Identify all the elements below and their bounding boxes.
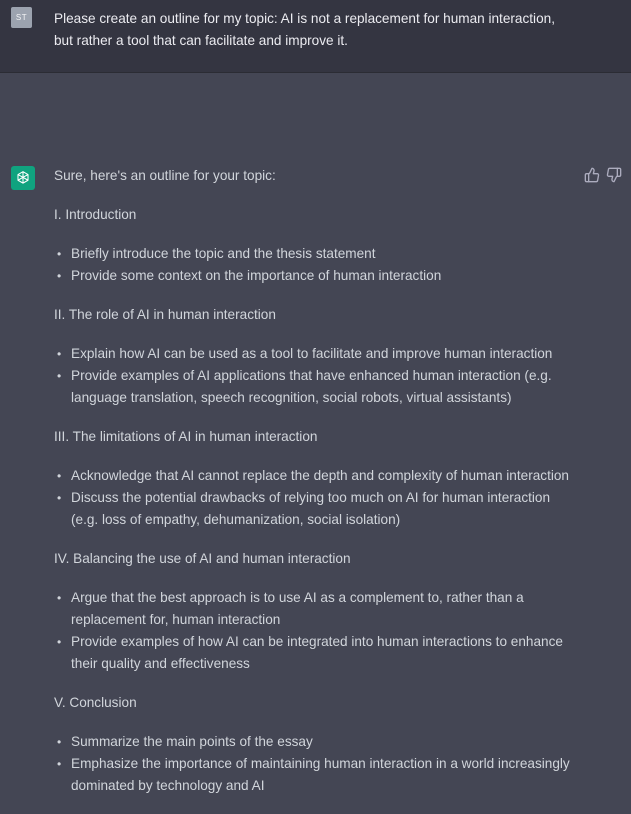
list-item: • Briefly introduce the topic and the thesis statement <box>54 243 579 265</box>
openai-logo-icon <box>11 166 35 190</box>
thumbs-up-icon[interactable] <box>584 167 600 183</box>
section-bullets <box>54 343 579 409</box>
thumbs-down-icon[interactable] <box>606 167 622 183</box>
list-item: • Summarize the main points of the essay <box>54 731 579 753</box>
list-item: • Provide examples of how AI can be integrated into human interactions to enhance their quality and effectiveness <box>54 631 579 675</box>
list-item: • Emphasize the importance of maintaining human interaction in a world increasingly dominated by technology and AI <box>54 753 579 797</box>
section-title: V. Conclusion <box>54 695 137 710</box>
section-title: III. The limitations of AI in human interaction <box>54 429 318 444</box>
list-item: • Discuss the potential drawbacks of relying too much on AI for human interaction (e.g. loss of empathy, dehumanization, social isolation) <box>54 487 579 531</box>
list-item: • Provide examples of AI applications that have enhanced human interaction (e.g. language translation, speech recognition, social robots, virtual assistants) <box>54 365 579 409</box>
user-message-text: Please create an outline for my topic: AI is not a replacement for human interaction, but rather a tool that can facilitate and improve it. <box>54 11 555 48</box>
list-item: • Acknowledge that AI cannot replace the depth and complexity of human interaction <box>54 465 579 487</box>
user-message-row <box>0 0 631 73</box>
section-bullets <box>54 731 579 797</box>
section-title: I. Introduction <box>54 207 137 222</box>
list-item: • Argue that the best approach is to use AI as a complement to, rather than a replacement for, human interaction <box>54 587 579 631</box>
assistant-message-content <box>54 165 579 814</box>
list-item: • Explain how AI can be used as a tool to facilitate and improve human interaction <box>54 343 579 365</box>
user-avatar: ST <box>11 7 32 28</box>
list-item: • Provide some context on the importance of human interaction <box>54 265 579 287</box>
assistant-message-row <box>0 73 631 793</box>
section-bullets <box>54 465 579 531</box>
section-bullets <box>54 587 579 675</box>
section-title: II. The role of AI in human interaction <box>54 307 276 322</box>
assistant-intro: Sure, here's an outline for your topic: <box>54 168 276 183</box>
section-title: IV. Balancing the use of AI and human interaction <box>54 551 351 566</box>
feedback-controls <box>584 167 622 183</box>
section-bullets <box>54 243 579 287</box>
